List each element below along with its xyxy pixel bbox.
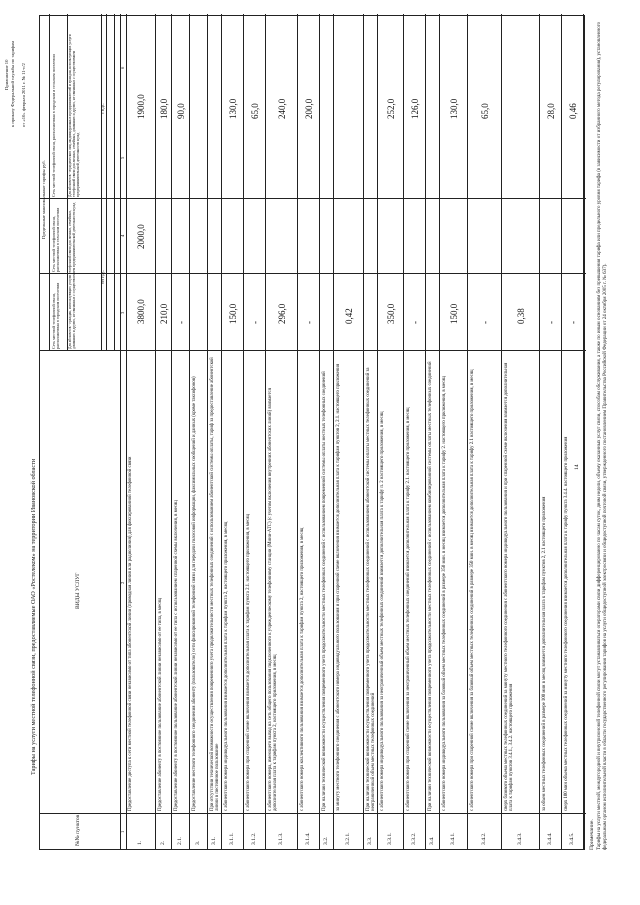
tariff-value-c: 252,0 <box>385 98 396 119</box>
col-index-2: 2 <box>120 581 125 584</box>
tariff-value-c: 126,0 <box>409 98 420 119</box>
row-description: При наличии технической возможности осуществления повременного учета продолжительности местных телефонных соединений с использованием повременной системы оплаты местных телефонных соединений <box>322 371 327 811</box>
row-description: за объем местных телефонных соединений в размере 100 мин в месяц взимается дополнительная плата к тарифам пунктов 2, 2.1 настоящего приложения <box>542 496 547 811</box>
header-col-c: Сеть местной телефонной связи, расположенная в городском и сельском поселении <box>51 54 56 197</box>
row-number: 3.4.2. <box>481 832 487 845</box>
page-title: Тарифы на услуги местной телефонной связи, предоставляемые ОАО «Ростелеком» на территории Ивановской области <box>30 458 37 775</box>
table-row <box>222 14 244 849</box>
table-row <box>562 14 584 849</box>
header-group-a: Для абонентов - граждан, использующих услуги телефонной связи для личных, семейных, домашних и других, не связанных с осуществлением предпринимательской деятельности нужд <box>68 202 76 349</box>
table-row <box>334 14 364 849</box>
row-number: 3. <box>195 840 201 845</box>
row-number: 3.1.4. <box>305 832 311 845</box>
table-row <box>540 14 562 849</box>
row-description: с абонентского номера, имеющего выход на сеть общего пользования подключенного к учрежденческому телефонному станции (Мини-АТС) (с учетом включения внутренних абонентских линий) взимается дополнительная плата к тарифам пункта 2, настоящего приложения, в месяц <box>268 388 279 811</box>
tariff-value-a: - <box>409 321 420 324</box>
table-row <box>266 14 298 849</box>
header-col-a: Сеть местной телефонной связи, расположенная в городском поселении <box>51 282 60 349</box>
col-index-1: 1 <box>120 830 125 833</box>
header-col-b: Сеть местной телефонной связи, расположенная в сельском поселении <box>51 207 60 272</box>
col-index-5: 5 <box>120 156 125 159</box>
row-description: При наличии технической возможности осуществления повременного учета продолжительности местных телефонных соединений с использованием комбинированной системы оплаты местных телефонных соединений <box>428 361 433 811</box>
table-row <box>364 14 378 849</box>
row-number: 3.4.3. <box>517 832 523 845</box>
table-row <box>440 14 468 849</box>
table-row <box>172 14 190 849</box>
tariff-value-c: 0,46 <box>567 103 578 119</box>
annex-line-2: к приказу Федеральной службы по тарифам <box>10 40 15 127</box>
annex-line-3: от «10» февраля 2011 г. № 11-с/2 <box>21 63 26 127</box>
table-row <box>156 14 172 849</box>
table-row <box>320 14 334 849</box>
row-number: 3.4.5. <box>569 832 575 845</box>
table-row <box>378 14 404 849</box>
tariff-value-a: - <box>567 321 578 324</box>
tariff-value-c: 240,0 <box>276 98 287 119</box>
table-row <box>244 14 266 849</box>
header-service: ВИДЫ УСЛУГ <box>75 572 81 609</box>
row-description: При отсутствии технической возможности осуществления повременного учета продолжительности местных телефонных соединений с использованием абонентской системы оплаты, тариф за предоставление абонентской линии в постоянное пользование <box>210 357 221 811</box>
row-description: с абонентского номера при спаренной схеме включения взимается дополнительная плата к тарифам пункта 2.1. настоящего приложения, в месяц <box>246 513 251 811</box>
row-description: Предоставление местного телефонного соединения абоненту (пользователю) сети фиксированной телефонной связи для передачи голосовой информации, факсимильных сообщений и данных (кроме таксофонов) <box>192 376 197 811</box>
row-number: 3.4. <box>429 836 435 845</box>
row-description: сверх 100 мин объема местных телефонных соединений за минуту местного телефонного соединения взимается дополнительная плата к тарифу пункта 3.4.4. настоящего приложения <box>564 436 569 811</box>
col-index-3: 3 <box>120 311 125 314</box>
row-number: 3.1.2. <box>251 832 257 845</box>
table-row <box>426 14 440 849</box>
header-group-b: Для абонентов - юридических лиц, индивидуальных предпринимателей и граждан, использующих услуги телефонной связи для личных, семейных, домашних и других, не связанных с осуществлением предпринимательской деятельности нужд <box>68 34 80 197</box>
tariff-value-a: 0,42 <box>343 308 354 324</box>
row-number: 3.2. <box>323 836 329 845</box>
row-number: 2. <box>160 840 166 845</box>
header-with-vat: с НДС <box>101 103 105 114</box>
row-description: с абонентского номера при спаренной схеме включения за неограниченный объем местных телефонных соединений взимается дополнительная плата к тарифу 2.1. настоящего приложения, в месяц <box>406 407 411 811</box>
notes-heading: Примечание. <box>589 819 595 850</box>
notes-text: Тарифы на услуги местной, междугородной и внутризоновой телефонной связи могут устанавливаться операторами связи дифференцированно по часам суток, дням недели, объему оказанных услуг связи, способам обслуживания, а также по иным основаниям без превышения тарифа или предельного уровня тарифа (в зависимости от избранного метода регулирования), установленного федеральным органом исполнительной власти в области государственного регулирования тарифов на услуги общедоступной электросвязи и общедоступной почтовой связи, утвержденного постановлением Правительства Российской Федерации от 24 октября 2005 г. № 637). <box>597 21 608 850</box>
table-row <box>404 14 426 849</box>
tariff-value-c: 180,0 <box>158 98 169 119</box>
tariff-value-c: 1900,0 <box>135 94 146 119</box>
tariff-value-a: - <box>303 321 314 324</box>
tariff-value-c: 65,0 <box>249 103 260 119</box>
header-tariffs: Предельные максимальные тарифы руб. <box>41 160 46 239</box>
col-index-4: 4 <box>120 234 125 237</box>
col-index-6: 6 <box>120 66 125 69</box>
row-number: 3.2.1. <box>345 832 351 845</box>
annex-line-1: Приложение 10 <box>4 59 9 90</box>
row-description: Предоставление абоненту в постоянное пользование абонентской линии независимо от ее типа с использованием спаренной схемы включения, в месяц <box>174 500 179 811</box>
tariff-value-a: 0,38 <box>515 308 526 324</box>
tariff-value-a: 150,0 <box>227 303 238 324</box>
row-description: с абонентского номера при спаренной схеме включения за базовый объем местных телефонных соединений в размере 350 мин. в месяц взимается дополнительная плата к тарифу 2.1 настоящего приложения, в месяц <box>470 369 475 811</box>
row-number: 1. <box>137 840 143 845</box>
row-description: за минуту местного телефонного соединения с абонентского номера индивидуального пользования и при спаренной схеме включения взимается дополнительная плата к тарифам пунктов 2, 2.1. настоящего приложения <box>336 363 341 811</box>
table-row <box>190 14 208 849</box>
row-number: 3.3.2. <box>411 832 417 845</box>
row-description: Предоставление абоненту в постоянное пользование абонентской линии независимо от ее типа, в месяц <box>158 597 163 811</box>
tariff-value-a: 350,0 <box>385 303 396 324</box>
tariff-value-c: 130,0 <box>227 98 238 119</box>
tariff-value-a: - <box>545 321 556 324</box>
row-number: 3.1.1. <box>229 832 235 845</box>
tariff-value-c: 65,0 <box>479 103 490 119</box>
tariff-value-c: 28,0 <box>545 103 556 119</box>
row-description: с абонентского номера индивидуального пользования за неограниченный объем местных телефонных соединений взимается дополнительная плата к тарифу п. 2 настоящего приложения, в месяц <box>380 411 385 811</box>
row-number: 3.4.4. <box>547 832 553 845</box>
tariff-value-a: 150,0 <box>448 303 459 324</box>
row-description: Предоставление доступа к сети местной телефонной связи независимо от типа абонентской линии (проводная линия или радиолиния) для фиксированной телефонной связи <box>128 456 133 811</box>
row-number: 2.1. <box>177 836 183 845</box>
row-number: 3.1. <box>211 836 217 845</box>
table-row <box>502 14 540 849</box>
tariff-value-a: - <box>479 321 490 324</box>
row-number: 3.1.3. <box>278 832 284 845</box>
tariff-value-a: 296,0 <box>276 303 287 324</box>
row-number: 3.3. <box>367 836 373 845</box>
row-description: с абонентского номера индивидуального пользования за базовый объем местных телефонных соединений в размере 350 мин. в месяц взимается дополнительная плата к тарифу 2. настоящего приложения, в месяц <box>442 376 447 811</box>
tariff-value-b: 2000,0 <box>135 224 146 249</box>
tariff-value-a: - <box>175 321 186 324</box>
table-row <box>298 14 320 849</box>
table-row <box>208 14 222 849</box>
table-row <box>126 14 156 849</box>
row-description: сверх базового объема местных телефонных соединений за минуту местного телефонного соединения с абонентского номера индивидуального пользования и при спаренной схеме включения взимается дополнительная плата к тарифам пунктов 3.4.1., 3.4.2. настоящего приложения <box>504 362 515 811</box>
tariff-value-a: - <box>249 321 260 324</box>
tariff-table <box>39 15 585 850</box>
row-description: с абонентского номера индивидуального пользования взимается дополнительная плата к тарифам пункта 2, настоящего приложения, в месяц <box>224 521 229 811</box>
table-row <box>468 14 502 849</box>
row-description: с абонентского номера коллективного пользования взимается дополнительная плата к тарифам пункта 2, настоящего приложения, в месяц <box>300 527 305 811</box>
page-number: 14 <box>574 464 580 470</box>
tariff-value-c: 90,0 <box>175 103 186 119</box>
tariff-value-c: 130,0 <box>448 98 459 119</box>
header-no-vat: без НДС <box>101 270 105 284</box>
row-number: 3.4.1. <box>450 832 456 845</box>
row-description: При наличии технической возможности осуществления повременного учета продолжительности местных телефонных соединений с использованием абонентской системы оплаты местных телефонных соединений за неограниченный объем местных телефонных соединений <box>366 367 377 811</box>
row-number: 3.3.1. <box>387 832 393 845</box>
tariff-value-a: 3800,0 <box>135 299 146 324</box>
tariff-value-c: 200,0 <box>303 98 314 119</box>
tariff-value-a: 210,0 <box>158 303 169 324</box>
header-num: №№ пунктов <box>75 814 81 846</box>
